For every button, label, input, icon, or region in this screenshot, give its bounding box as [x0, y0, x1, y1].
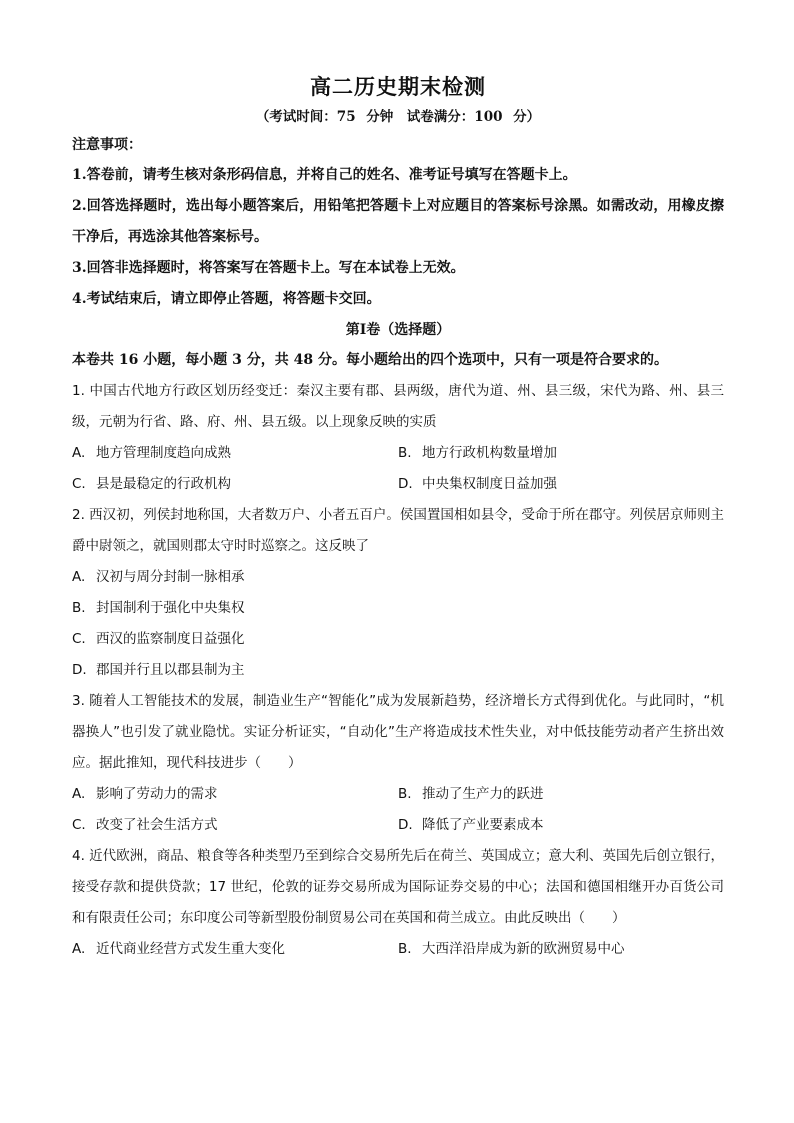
option-b	[72, 593, 724, 624]
option-letter: A.	[72, 786, 86, 802]
section-title: 第Ⅰ卷（选择题）	[345, 322, 451, 338]
option-text: 封国制利于强化中央集权	[96, 600, 245, 616]
question-2	[72, 500, 724, 686]
notice-section	[72, 130, 724, 315]
option-b	[398, 779, 724, 810]
option-text: 推动了生产力的跃进	[422, 786, 544, 802]
options-row	[72, 779, 724, 810]
option-letter: A.	[72, 445, 86, 461]
option-text: 中央集权制度日益加强	[422, 476, 557, 492]
option-letter: A.	[72, 941, 86, 957]
question-stem: 2. 西汉初，列侯封地称国，大者数万户、小者五百户。侯国置国相如县令，受命于所在郡守。列侯居京师则主爵中尉领之，就国则郡太守时时巡察之。这反映了	[72, 507, 724, 554]
option-text: 降低了产业要素成本	[422, 817, 544, 833]
option-letter: B.	[72, 600, 86, 616]
question-4	[72, 841, 724, 965]
option-text: 郡国并行且以郡县制为主	[96, 662, 245, 678]
option-text: 近代商业经营方式发生重大变化	[96, 941, 285, 957]
notice-item: 3.回答非选择题时，将答案写在答题卡上。写在本试卷上无效。	[72, 260, 465, 276]
option-letter: B.	[398, 786, 412, 802]
options-row	[72, 438, 724, 469]
notice-item: 2.回答选择题时，选出每小题答案后，用铅笔把答题卡上对应题目的答案标号涂黑。如需改动，用橡皮擦干净后，再选涂其他答案标号。	[72, 198, 724, 245]
section-description: 本卷共 16 小题，每小题 3 分，共 48 分。每小题给出的四个选项中，只有一项是符合要求的。	[72, 352, 668, 368]
question-stem: 4. 近代欧洲，商品、粮食等各种类型乃至到综合交易所先后在荷兰、英国成立；意大利、英国先后创立银行，接受存款和提供贷款；17 世纪，伦敦的证券交易所成为国际证券交易的中心；法国和德国相继开办百货公司和有限责任公司；东印度公司等新型股份制贸易公司在英国和荷兰成立。由此反映出（ ）	[72, 848, 724, 926]
option-a	[72, 779, 398, 810]
option-text: 汉初与周分封制一脉相承	[96, 569, 245, 585]
option-text: 地方管理制度趋向成熟	[96, 445, 231, 461]
option-c	[72, 469, 398, 500]
exam-title: 高二历史期末检测	[310, 74, 486, 99]
option-letter: C.	[72, 476, 86, 492]
option-text: 影响了劳动力的需求	[96, 786, 218, 802]
question-1	[72, 376, 724, 500]
option-c	[72, 624, 724, 655]
option-letter: D.	[398, 476, 413, 492]
option-letter: C.	[72, 631, 86, 647]
exam-page	[72, 70, 724, 965]
option-d	[398, 469, 724, 500]
option-text: 改变了社会生活方式	[96, 817, 218, 833]
notice-item: 4.考试结束后，请立即停止答题，将答题卡交回。	[72, 291, 381, 307]
option-d	[72, 655, 724, 686]
option-a	[72, 438, 398, 469]
question-stem: 3. 随着人工智能技术的发展，制造业生产“智能化”成为发展新趋势，经济增长方式得到优化。与此同时，“机器换人”也引发了就业隐忧。实证分析证实，“自动化”生产将造成技术性失业，对中低技能劳动者产生挤出效应。据此推知，现代科技进步（ ）	[72, 693, 724, 771]
option-b	[398, 438, 724, 469]
options-row	[72, 469, 724, 500]
option-letter: B.	[398, 941, 412, 957]
option-text: 地方行政机构数量增加	[422, 445, 557, 461]
option-a	[72, 562, 724, 593]
option-b	[398, 934, 724, 965]
option-letter: D.	[72, 662, 87, 678]
option-c	[72, 810, 398, 841]
option-letter: B.	[398, 445, 412, 461]
option-d	[398, 810, 724, 841]
question-3	[72, 686, 724, 841]
exam-subtitle: （考试时间：75 分钟 试卷满分：100 分）	[255, 109, 541, 125]
option-text: 县是最稳定的行政机构	[96, 476, 231, 492]
notice-heading: 注意事项：	[72, 137, 142, 153]
option-text: 大西洋沿岸成为新的欧洲贸易中心	[422, 941, 625, 957]
option-letter: D.	[398, 817, 413, 833]
option-text: 西汉的监察制度日益强化	[96, 631, 245, 647]
question-stem: 1. 中国古代地方行政区划历经变迁：秦汉主要有郡、县两级，唐代为道、州、县三级，宋代为路、州、县三级，元朝为行省、路、府、州、县五级。以上现象反映的实质	[72, 383, 724, 430]
options-row	[72, 934, 724, 965]
option-letter: A.	[72, 569, 86, 585]
option-a	[72, 934, 398, 965]
option-letter: C.	[72, 817, 86, 833]
options-row	[72, 810, 724, 841]
notice-item: 1.答卷前，请考生核对条形码信息，并将自己的姓名、准考证号填写在答题卡上。	[72, 167, 577, 183]
